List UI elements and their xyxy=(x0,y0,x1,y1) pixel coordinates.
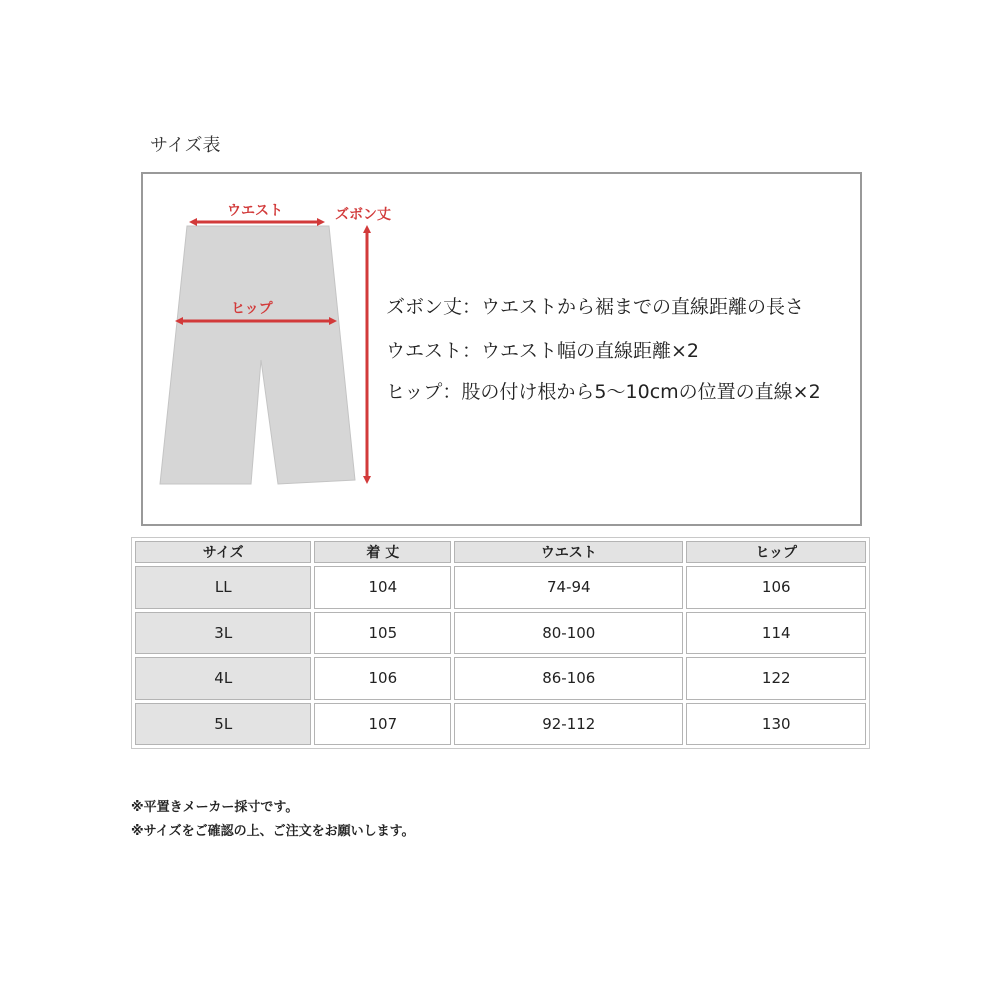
cell-size: 5L xyxy=(135,703,311,746)
size-table xyxy=(131,537,870,749)
cell-length: 104 xyxy=(314,566,451,609)
table-header-row xyxy=(135,541,866,563)
cell-size: 4L xyxy=(135,657,311,700)
cell-waist: 86-106 xyxy=(454,657,683,700)
cell-size: 3L xyxy=(135,612,311,655)
cell-size: LL xyxy=(135,566,311,609)
cell-waist: 92-112 xyxy=(454,703,683,746)
length-label: ズボン丈 xyxy=(335,207,391,223)
cell-waist: 74-94 xyxy=(454,566,683,609)
waist-label: ウエスト xyxy=(227,203,283,219)
cell-length: 105 xyxy=(314,612,451,655)
cell-hip: 122 xyxy=(686,657,866,700)
cell-hip: 130 xyxy=(686,703,866,746)
pants-shape xyxy=(160,226,355,484)
page-title: サイズ表 xyxy=(150,135,221,156)
hip-label: ヒップ xyxy=(231,301,273,317)
description-waist: ウエスト：ウエスト幅の直線距離×2 xyxy=(386,340,700,362)
cell-hip: 114 xyxy=(686,612,866,655)
table-row xyxy=(135,703,866,746)
note-measurement: ※平置きメーカー採寸です。 xyxy=(131,800,299,815)
header-length: 着 丈 xyxy=(314,541,451,563)
cell-hip: 106 xyxy=(686,566,866,609)
size-diagram xyxy=(141,172,862,526)
cell-length: 106 xyxy=(314,657,451,700)
table-row xyxy=(135,657,866,700)
description-length: ズボン丈：ウエストから裾までの直線距離の長さ xyxy=(386,296,805,318)
header-waist: ウエスト xyxy=(454,541,683,563)
cell-length: 107 xyxy=(314,703,451,746)
table-row xyxy=(135,566,866,609)
note-confirm-size: ※サイズをご確認の上、ご注文をお願いします。 xyxy=(131,824,415,839)
header-size: サイズ xyxy=(135,541,311,563)
description-hip: ヒップ：股の付け根から5～10cmの位置の直線×2 xyxy=(386,381,821,403)
table-row xyxy=(135,612,866,655)
cell-waist: 80-100 xyxy=(454,612,683,655)
header-hip: ヒップ xyxy=(686,541,866,563)
